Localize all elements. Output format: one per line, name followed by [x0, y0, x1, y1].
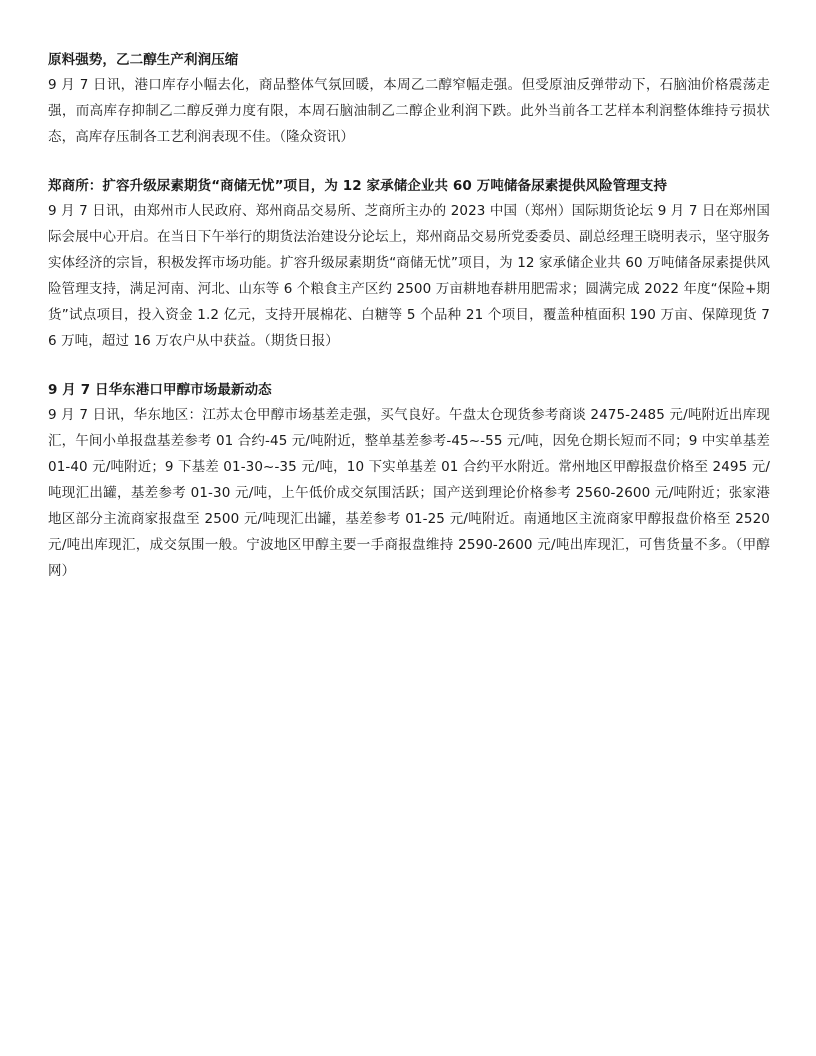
news-headline: 郑商所：扩容升级尿素期货“商储无忧”项目，为 12 家承储企业共 60 万吨储备尿素提供风险管理支持	[48, 178, 668, 194]
document-page	[48, 50, 770, 584]
news-body: 9 月 7 日讯，由郑州市人民政府、郑州商品交易所、芝商所主办的 2023 中国（郑州）国际期货论坛 9 月 7 日在郑州国际会展中心开启。在当日下午举行的期货法治建设分论坛上，郑州商品交易所党委委员、副总经理王晓明表示，坚守服务实体经济的宗旨，积极发挥市场功能。扩容升级尿素期货“商储无忧”项目，为 12 家承储企业共 60 万吨储备尿素提供风险管理支持，满足河南、河北、山东等 6 个粮食主产区约 2500 万亩耕地春耕用肥需求；圆满完成 2022 年度“保险+期货”试点项目，投入资金 1.2 亿元，支持开展棉花、白糖等 5 个品种 21 个项目，覆盖种植面积 190 万亩、保障现货 76 万吨，超过 16 万农户从中获益。（期货日报）	[48, 203, 770, 349]
news-body: 9 月 7 日讯，港口库存小幅去化，商品整体气氛回暖，本周乙二醇窄幅走强。但受原油反弹带动下，石脑油价格震荡走强，而高库存抑制乙二醇反弹力度有限，本周石脑油制乙二醇企业利润下跌。此外当前各工艺样本利润整体维持亏损状态，高库存压制各工艺利润表现不佳。（隆众资讯）	[48, 77, 770, 145]
news-item-methanol-east-china	[48, 380, 770, 584]
news-headline: 原料强势，乙二醇生产利润压缩	[48, 52, 239, 68]
news-item-ethylene-glycol	[48, 50, 770, 150]
news-body: 9 月 7 日讯，华东地区：江苏太仓甲醇市场基差走强，买气良好。午盘太仓现货参考商谈 2475-2485 元/吨附近出库现汇，午间小单报盘基差参考 01 合约-45 元/吨附近，整单基差参考-45~-55 元/吨，因免仓期长短而不同；9 中实单基差 01-40 元/吨附近；9 下基差 01-30~-35 元/吨，10 下实单基差 01 合约平水附近。常州地区甲醇报盘价格至 2495 元/吨现汇出罐，基差参考 01-30 元/吨，上午低价成交氛围活跃；国产送到理论价格参考 2560-2600 元/吨附近；张家港地区部分主流商家报盘至 2500 元/吨现汇出罐，基差参考 01-25 元/吨附近。南通地区主流商家甲醇报盘价格至 2520 元/吨出库现汇，成交氛围一般。宁波地区甲醇主要一手商报盘维持 2590-2600 元/吨出库现汇，可售货量不多。（甲醇网）	[48, 407, 770, 579]
news-item-zce-urea	[48, 176, 770, 354]
news-headline: 9 月 7 日华东港口甲醇市场最新动态	[48, 382, 272, 398]
